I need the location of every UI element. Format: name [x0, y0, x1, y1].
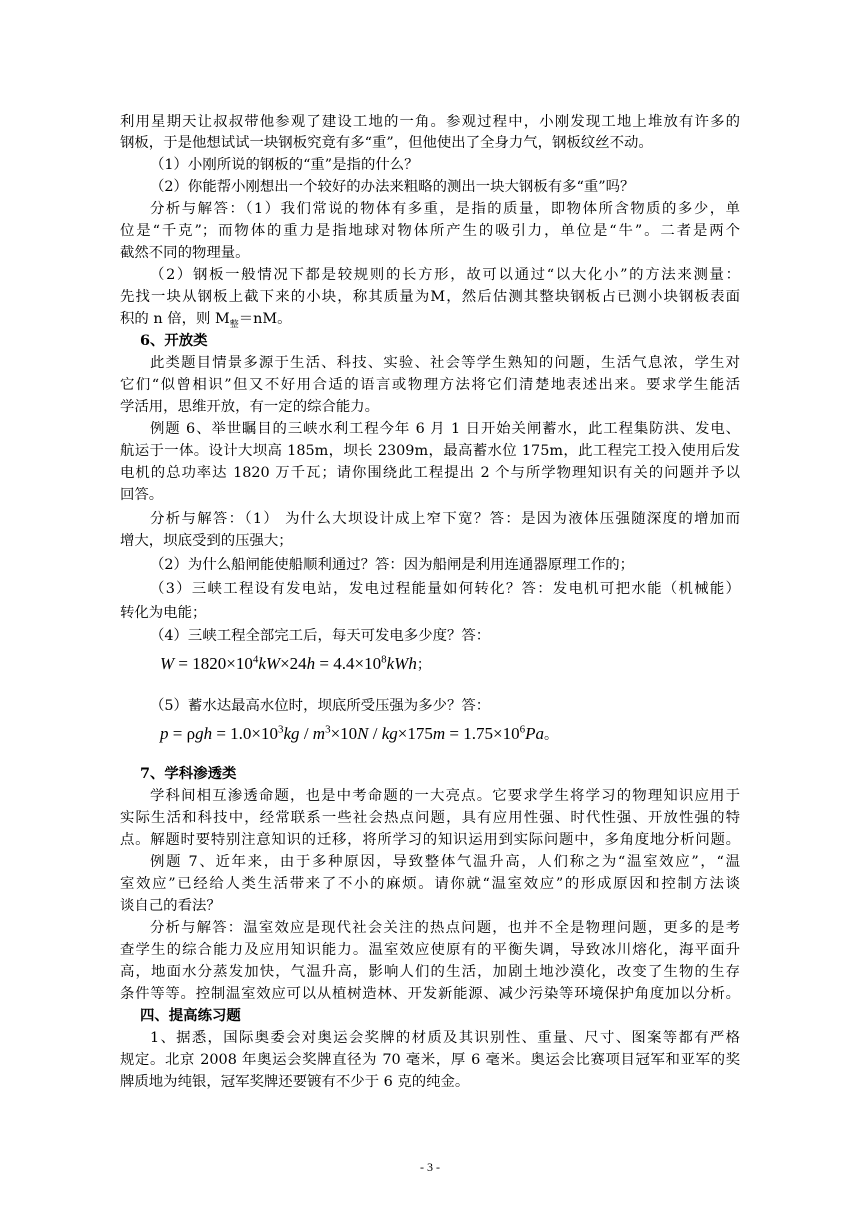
line-text: ＝nM。 — [238, 311, 292, 327]
paragraph-line: 学科间相互渗透命题，也是中考命题的一大亮点。它要求学生将学习的物理知识应用于 — [150, 788, 740, 804]
example-line: 电机的总功率达 1820 万千瓦；请你围绕此工程提出 2 个与所学物理知识有关的问题并予以 — [120, 465, 740, 481]
answer-line: 查学生的综合能力及应用知识能力。温室效应使原有的平衡失调，导致冰川熔化，海平面升 — [120, 942, 740, 958]
page-number: - 3 - — [420, 1160, 440, 1174]
formula-pressure: $p = \rho gh = 1.0\times 10^3kg / m^3\times 10N / kg\times 175m = 1.75\times 10^6Pa$。 — [160, 723, 558, 743]
example-line: 航运于一体。设计大坝高 185m，坝长 2309m，最高蓄水位 175m，此工程完工投入使用后发 — [120, 443, 740, 459]
question-line: （1）小刚所说的钢板的“重”是指的什么？ — [150, 157, 419, 173]
example-line: 回答。 — [120, 487, 164, 503]
example-line: 例题 6、举世瞩目的三峡水利工程今年 6 月 1 日开始关闸蓄水，此工程集防洪、发电、 — [150, 421, 740, 437]
answer-line: 条件等等。控制温室效应可以从植树造林、开发新能源、减少污染等环境保护角度加以分析。 — [120, 986, 740, 1002]
answer-line: 增大，坝底受到的压强大； — [120, 533, 293, 549]
paragraph-line: 点。解题时要特别注意知识的迁移，将所学习的知识运用到实际问题中，多角度地分析问题。 — [120, 832, 740, 848]
answer-line: 先找一块从钢板上截下来的小块，称其质量为M，然后估测其整块钢板占已测小块钢板表面 — [120, 289, 740, 305]
example-line: 例题 7、近年来，由于多种原因，导致整体气温升高，人们称之为“温室效应”，“温 — [150, 854, 740, 870]
answer-line: （5）蓄水达最高水位时，坝底所受压强为多少？答： — [150, 698, 491, 714]
answer-line: （3）三峡工程设有发电站，发电过程能量如何转化？答：发电机可把水能（机械能） — [150, 581, 740, 597]
formula-energy: $W = 1820\times 10^4kW\times 24h = 4.4\times 10^8kWh$； — [160, 653, 431, 673]
section-heading: 6、开放类 — [140, 332, 208, 349]
section-heading: 四、提高练习题 — [140, 1007, 241, 1024]
line-text: 积的 n 倍，则 M — [120, 311, 230, 327]
answer-line: （2）为什么船闸能使船顺利通过？答：因为船闸是利用连通器原理工作的； — [150, 557, 635, 573]
answer-line: （4）三峡工程全部完工后，每天可发电多少度？答： — [150, 628, 491, 644]
answer-line: 高，地面水分蒸发加快，气温升高，影响人们的生活，加剧土地沙漠化，改变了生物的生存 — [120, 964, 740, 980]
answer-line: 转化为电能； — [120, 605, 207, 621]
paragraph-line: 此类题目情景多源于生活、科技、实验、社会等学生熟知的问题，生活气息浓，学生对 — [150, 355, 740, 371]
paragraph-line: 它们“似曾相识”但又不好用合适的语言或物理方法将它们清楚地表述出来。要求学生能活 — [120, 377, 740, 393]
example-line: 室效应”已经给人类生活带来了不小的麻烦。请你就“温室效应”的形成原因和控制方法谈 — [120, 876, 740, 892]
section-heading: 7、学科渗透类 — [140, 765, 237, 782]
answer-line: 分析与解答：（1）我们常说的物体有多重，是指的质量，即物体所含物质的多少，单 — [150, 201, 740, 217]
answer-line: 分析与解答：（1） 为什么大坝设计成上窄下宽？答：是因为液体压强随深度的增加而 — [150, 511, 740, 527]
question-line: （2）你能帮小刚想出一个较好的办法来粗略的测出一块大钢板有多“重”吗？ — [150, 179, 635, 195]
exercise-line: 规定。北京 2008 年奥运会奖牌直径为 70 毫米，厚 6 毫米。奥运会比赛项目冠军和亚军的奖 — [120, 1052, 740, 1068]
example-line: 谈自己的看法？ — [120, 898, 221, 914]
answer-line: （2）钢板一般情况下都是较规则的长方形，故可以通过“以大化小”的方法来测量： — [150, 267, 740, 283]
exercise-line: 牌质地为纯银，冠军奖牌还要镀有不少于 6 克的纯金。 — [120, 1074, 470, 1090]
answer-line: 位是“千克”；而物体的重力是指地球对物体所产生的吸引力，单位是“牛”。二者是两个 — [120, 223, 740, 239]
paragraph-line: 钢板，于是他想试试一块钢板究竟有多“重”，但他使出了全身力气，钢板纹丝不动。 — [120, 135, 653, 151]
exercise-line: 1、据悉，国际奥委会对奥运会奖牌的材质及其识别性、重量、尺寸、图案等都有严格 — [150, 1030, 740, 1046]
answer-line: 分析与解答：温室效应是现代社会关注的热点问题，也并不全是物理问题，更多的是考 — [150, 920, 740, 936]
paragraph-line: 学活用，思维开放，有一定的综合能力。 — [120, 399, 380, 415]
paragraph-line: 实际生活和科技中，经常联系一些社会热点问题，具有应用性强、时代性强、开放性强的特 — [120, 810, 740, 826]
paragraph-line: 利用星期天让叔叔带他参观了建设工地的一角。参观过程中，小刚发现工地上堆放有许多的 — [120, 114, 740, 130]
answer-line: 截然不同的物理量。 — [120, 245, 250, 261]
subscript: 整 — [229, 319, 239, 330]
